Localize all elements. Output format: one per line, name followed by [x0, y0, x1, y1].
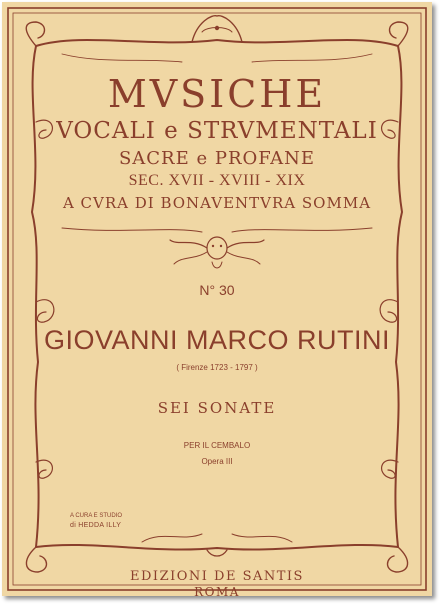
- opus-number: Opera III: [201, 457, 233, 466]
- series-title: MVSICHE: [107, 72, 327, 116]
- score-cover: [2, 2, 432, 596]
- work-title: SEI SONATE: [157, 399, 277, 417]
- publisher: EDIZIONI DE SANTIS: [130, 569, 304, 584]
- publisher-city: ROMA: [194, 585, 240, 596]
- series-subtitle-sacred-profane: SACRE e PROFANE: [118, 148, 316, 169]
- composer-name: GIOVANNI MARCO RUTINI: [43, 325, 390, 355]
- series-editor: A CVRA DI BONAVENTVRA SOMMA: [62, 194, 372, 212]
- volume-number: N° 30: [199, 282, 235, 298]
- series-centuries: SEC. XVII - XVIII - XIX: [128, 172, 306, 189]
- editor-name: di HEDDA ILLY: [70, 522, 122, 529]
- series-subtitle-vocal-instrumental: VOCALI e STRVMENTALI: [56, 118, 378, 144]
- instrument: PER IL CEMBALO: [183, 441, 251, 450]
- composer-dates: ( Firenze 1723 - 1797 ): [176, 363, 258, 372]
- editor-label: A CURA E STUDIO: [70, 513, 123, 519]
